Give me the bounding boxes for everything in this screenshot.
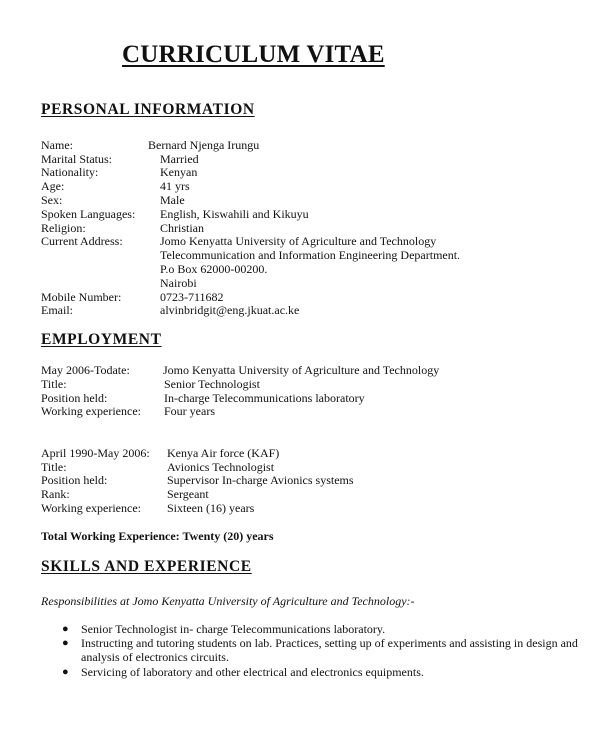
row-value: Jomo Kenyatta University of Agriculture and Technology bbox=[160, 234, 437, 248]
total-working-experience: Total Working Experience: Twenty (20) years bbox=[41, 529, 274, 543]
row-value: Christian bbox=[160, 221, 204, 235]
job-employer: Jomo Kenyatta University of Agriculture and Technology bbox=[163, 363, 440, 377]
document-title: CURRICULUM VITAE bbox=[122, 41, 385, 68]
responsibilities-intro: Responsibilities at Jomo Kenyatta University of Agriculture and Technology:- bbox=[41, 594, 415, 608]
row-value: Married bbox=[160, 152, 199, 166]
bullet-icon: ● bbox=[62, 623, 69, 635]
row-label: Marital Status: bbox=[41, 152, 112, 166]
row-value: Bernard Njenga Irungu bbox=[148, 138, 260, 152]
row-value: Male bbox=[160, 193, 185, 207]
row-value: 0723-711682 bbox=[160, 290, 224, 304]
row-label: Age: bbox=[41, 179, 65, 193]
row-value: Kenyan bbox=[160, 165, 198, 179]
row-value: 41 yrs bbox=[160, 179, 190, 193]
row-label: Sex: bbox=[41, 193, 63, 207]
skills-and-experience-heading: SKILLS AND EXPERIENCE bbox=[41, 558, 252, 575]
row-value: English, Kiswahili and Kikuyu bbox=[160, 207, 309, 221]
cv-page: CURRICULUM VITAE PERSONAL INFORMATION Name: Bernard Njenga Irungu Marital Status: Married Nationality: Kenyan Age: 41 yrs Sex: Male Spoken Languages: English, Kiswahili and Kikuyu Religion: Christian Current Address: Jomo Kenyatta University of Agriculture and Technology Telecommunication and Information Engineering Department. P.o Box 62000-00200. Nairobi Mobile Number: 0723-711682 Email: alvinbridgit@eng.jkuat.ac.ke EMPLOYMENT May 2006-Todate: Jomo Kenyatta University of Agriculture and Technology Title: Senior Technologist Position held: In-charge Telecommunications laboratory Working experience: Four years April 1990-May 2006: Kenya Air force (KAF) Title: Avionics Technologist Position held: Supervisor In-charge Avionics systems Rank: Sergeant Working experience: Sixteen (16) years Total Working Experience: Twenty (20) years SKILLS AND EXPERIENCE Responsibilities at Jomo Kenyatta University of Agriculture and Technology:- ● Senior Technologist in- charge Telecommunications laboratory. ● Instructing and tutoring students on lab. Practices, setting up of experiments and assisting in design and analysis of electronics circuits. ● Servicing of laboratory and other electrical and electronics equipments. bbox=[41, 41, 578, 679]
row-label: Current Address: bbox=[41, 234, 123, 248]
job-employer: Kenya Air force (KAF) bbox=[167, 446, 280, 460]
bullet-icon: ● bbox=[62, 666, 69, 678]
row-label: Email: bbox=[41, 303, 73, 317]
bullet-icon: ● bbox=[62, 637, 69, 649]
row-label: Name: bbox=[41, 138, 73, 152]
email-link[interactable]: alvinbridgit@eng.jkuat.ac.ke bbox=[160, 303, 300, 317]
row-label: Spoken Languages: bbox=[41, 207, 136, 221]
row-label: Religion: bbox=[41, 221, 86, 235]
personal-information-heading: PERSONAL INFORMATION bbox=[41, 101, 255, 118]
employment-heading: EMPLOYMENT bbox=[41, 331, 162, 348]
row-label: Mobile Number: bbox=[41, 290, 122, 304]
row-label: Nationality: bbox=[41, 165, 99, 179]
